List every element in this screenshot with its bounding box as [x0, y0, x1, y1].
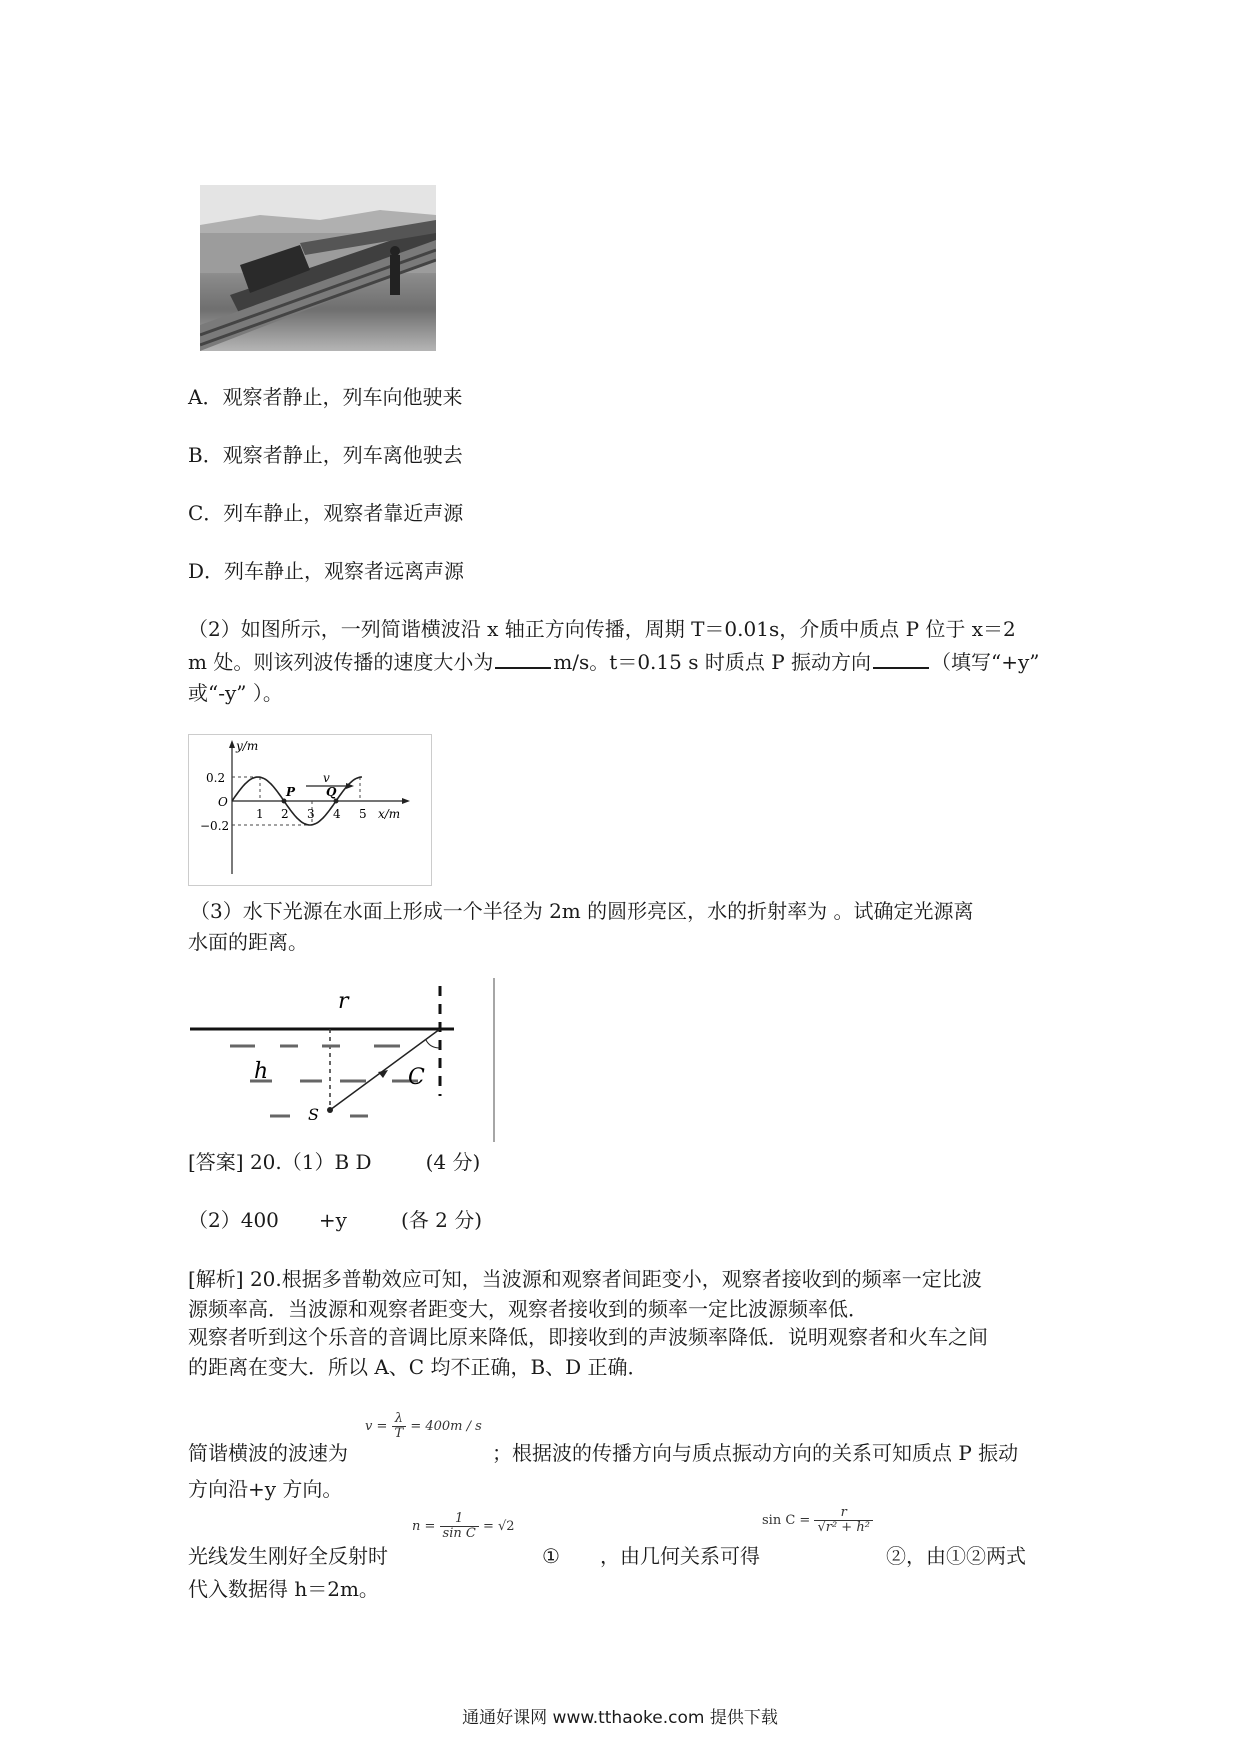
formula-n-rhs: = √2	[482, 1519, 515, 1534]
q2-line2-a: m 处。则该列波传播的速度大小为	[188, 650, 494, 674]
wave-graph	[188, 734, 432, 886]
label-r: r	[338, 989, 349, 1014]
q3-line1: （3）水下光源在水面上形成一个半径为 2m 的圆形亮区，水的折射率为 。试确定光源离	[190, 899, 974, 923]
formula-n-num: 1	[440, 1512, 479, 1527]
analysis-line3: 观察者听到这个乐音的音调比原来降低，即接收到的声波频率降低．说明观察者和火车之间	[188, 1325, 988, 1349]
answer-1-score: (4 分)	[425, 1150, 481, 1174]
y-tick-pos: 0.2	[206, 771, 226, 785]
formula-n-lhs: n =	[412, 1519, 436, 1534]
x-tick-2: 2	[281, 807, 289, 821]
circle-1: ①	[542, 1544, 560, 1568]
analysis-light-a: 光线发生刚好全反射时	[188, 1544, 388, 1568]
analysis-light-c: ②，由①②两式	[886, 1544, 1026, 1568]
y-axis-label: y/m	[236, 739, 259, 753]
label-c: C	[408, 1065, 425, 1090]
page-footer: 通通好课网 www.tthaoke.com 提供下载	[462, 1708, 778, 1728]
q2-line3: 或“-y” ）。	[188, 681, 283, 705]
formula-sin-den: √r² + h²	[817, 1520, 870, 1535]
x-tick-5: 5	[359, 807, 367, 821]
x-axis-label: x/m	[378, 807, 401, 821]
answer-blank-speed	[495, 647, 551, 669]
point-q-label: Q	[326, 785, 337, 799]
analysis-light-d: 代入数据得 h＝2m。	[188, 1577, 379, 1601]
q2-line2-c: （填写“+y”	[931, 650, 1040, 674]
analysis-line4: 的距离在变大．所以 A、C 均不正确，B、D 正确．	[188, 1355, 648, 1379]
analysis-line1: [解析] 20.根据多普勒效应可知，当波源和观察者间距变小，观察者接收到的频率一定比波	[188, 1267, 982, 1291]
formula-sin-lhs: sin C =	[762, 1513, 811, 1528]
source-point	[327, 1107, 333, 1113]
answer-2-score: (各 2 分)	[400, 1208, 483, 1232]
formula-v-rhs: = 400m / s	[410, 1419, 482, 1434]
refraction-index-formula	[412, 1512, 515, 1541]
formula-v-lhs: v =	[365, 1419, 388, 1434]
answer-1: [答案] 20.（1）B D	[188, 1150, 372, 1174]
label-h: h	[254, 1059, 269, 1084]
q2-line2-b: m/s。t＝0.15 s 时质点 P 振动方向	[553, 650, 872, 674]
y-tick-neg: −0.2	[200, 819, 230, 833]
q2-line1: （2）如图所示，一列简谐横波沿 x 轴正方向传播，周期 T＝0.01s，介质中质点 P 位于 x＝2	[188, 617, 1016, 641]
formula-v-den: T	[394, 1426, 404, 1441]
q3-line2: 水面的距离。	[188, 930, 308, 954]
x-tick-4: 4	[333, 807, 341, 821]
option-d: D．列车静止，观察者远离声源	[188, 559, 465, 583]
formula-v-num: λ	[392, 1412, 407, 1427]
x-tick-1: 1	[256, 807, 264, 821]
origin-label: O	[218, 795, 228, 809]
formula-sin-num: r	[814, 1506, 872, 1521]
answer-2a: （2）400	[188, 1208, 279, 1232]
option-a: A．观察者静止，列车向他驶来	[188, 385, 463, 409]
analysis-wave-a: 简谐横波的波速为	[188, 1441, 348, 1465]
train-photo	[200, 185, 436, 351]
formula-n-den: sin C	[442, 1526, 476, 1541]
answer-line1	[188, 1147, 480, 1177]
x-tick-3: 3	[307, 807, 315, 821]
sin-c-formula	[762, 1506, 873, 1535]
q2-line2	[188, 647, 1040, 677]
label-s: S	[308, 1105, 319, 1124]
option-c: C．列车静止，观察者靠近声源	[188, 501, 464, 525]
point-p-label: P	[286, 785, 296, 799]
answer-line2	[188, 1205, 482, 1235]
analysis-wave-b: ；根据波的传播方向与质点振动方向的关系可知质点 P 振动	[492, 1441, 1019, 1465]
velocity-label: v	[323, 771, 330, 785]
analysis-line2: 源频率高．当波源和观察者距变大，观察者接收到的频率一定比波源频率低．	[188, 1297, 868, 1321]
answer-blank-direction	[873, 647, 929, 669]
light-diagram	[190, 978, 496, 1142]
answer-2b: +y	[318, 1208, 347, 1232]
wave-speed-formula	[365, 1412, 482, 1441]
analysis-light-b: ，由几何关系可得	[600, 1544, 760, 1568]
analysis-wave-c: 方向沿+y 方向。	[188, 1477, 343, 1501]
point-q	[334, 799, 339, 804]
option-b: B．观察者静止，列车离他驶去	[188, 443, 463, 467]
point-p	[282, 799, 287, 804]
